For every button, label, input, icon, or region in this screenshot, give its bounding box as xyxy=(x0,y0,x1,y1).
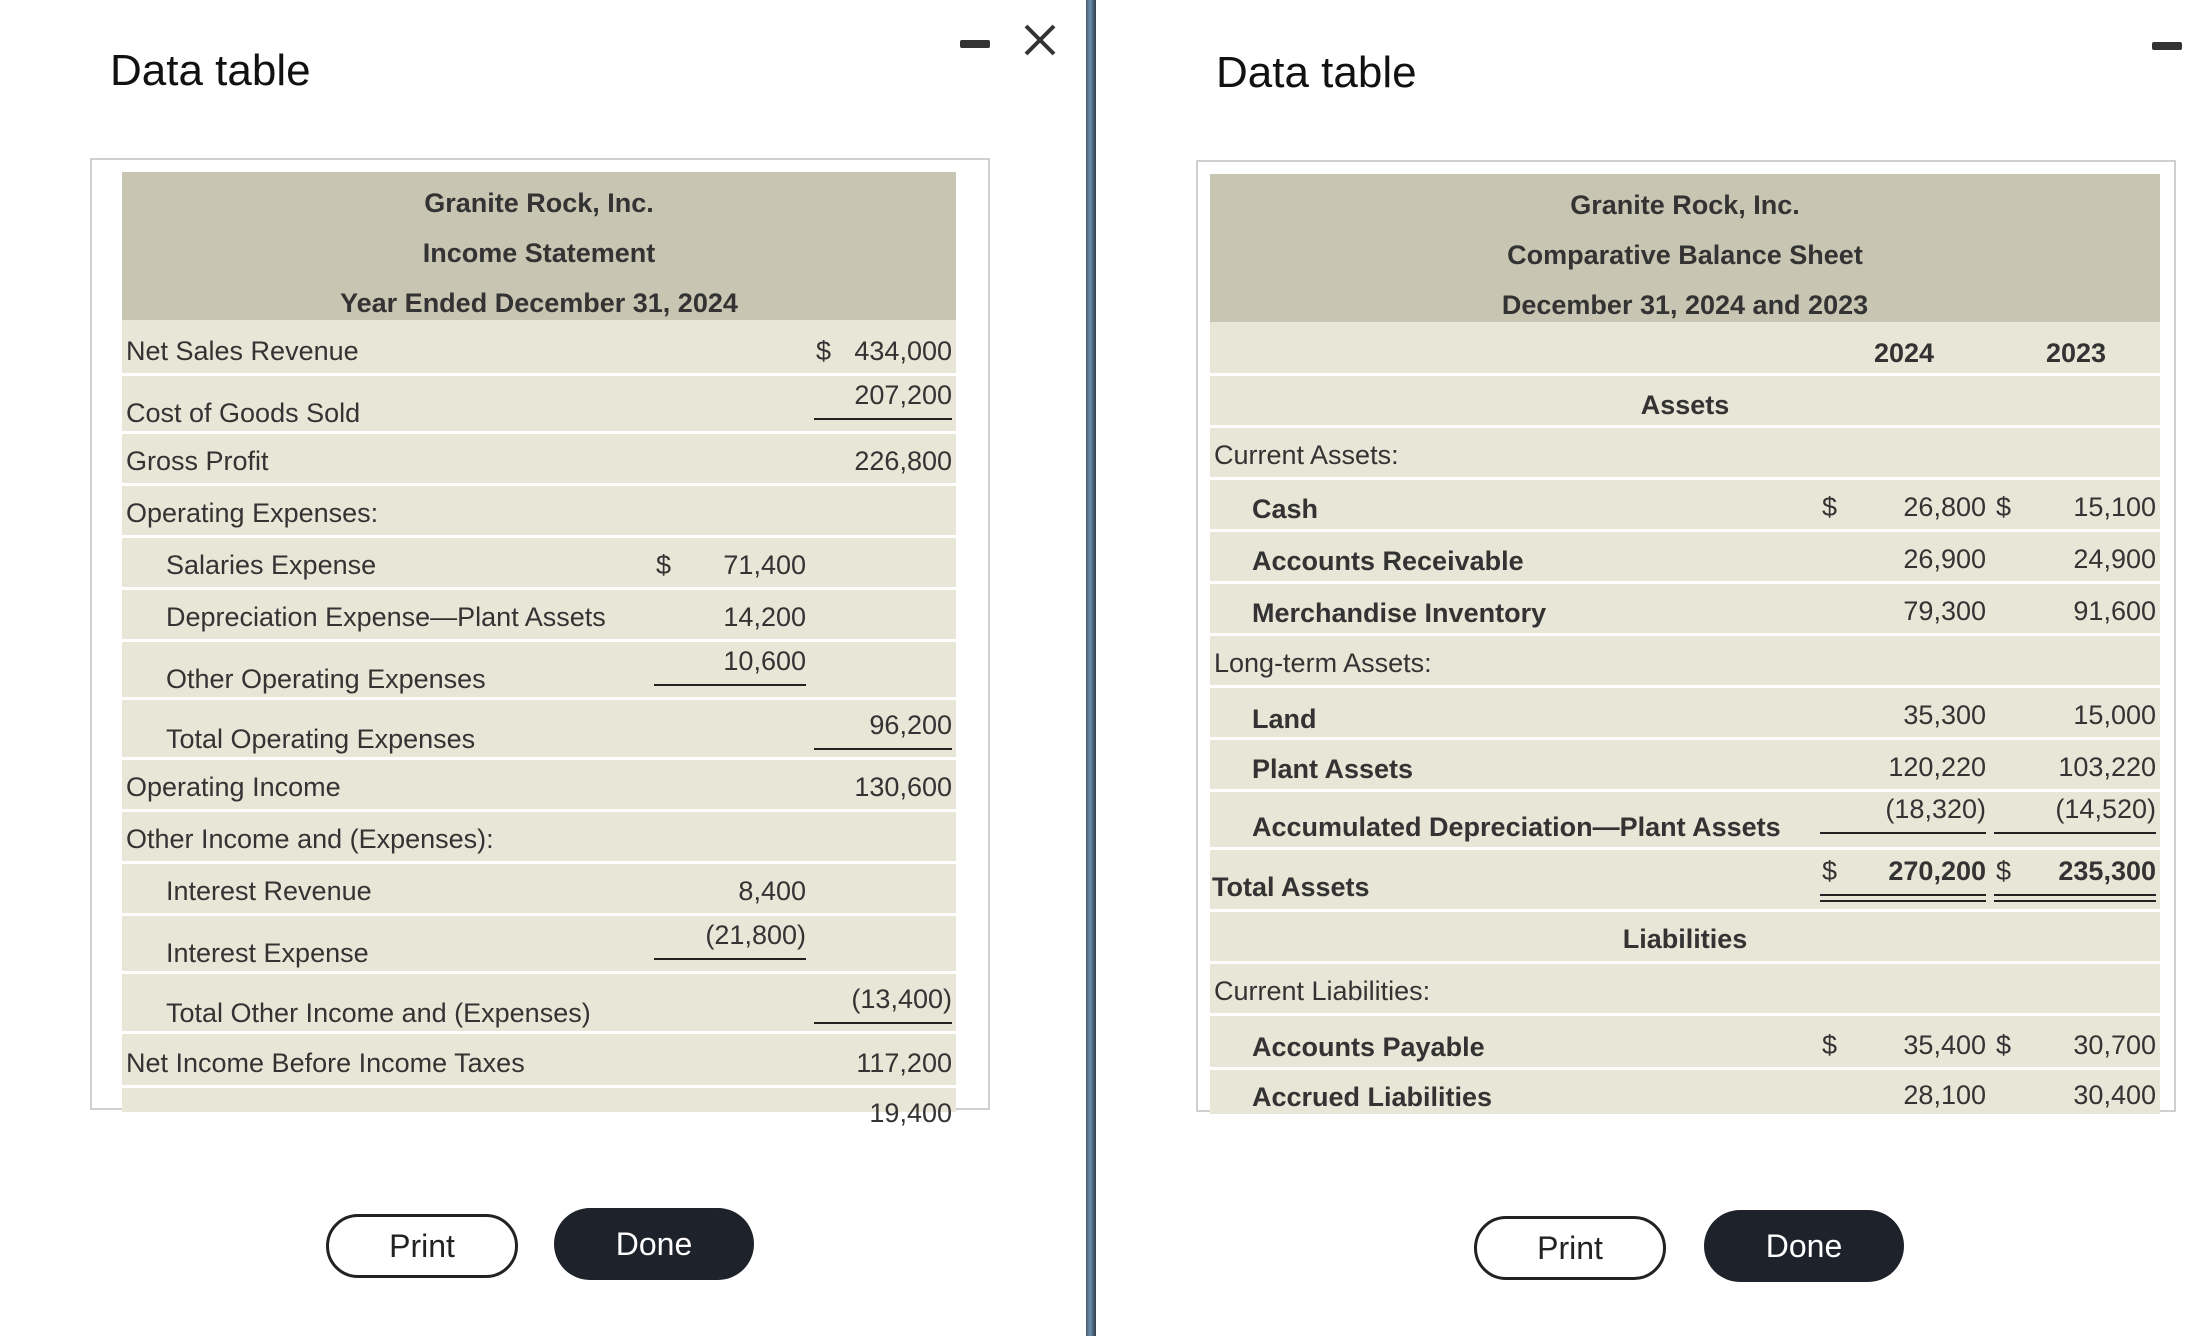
statement-name: Comparative Balance Sheet xyxy=(1507,240,1863,270)
row-label: Cash xyxy=(1252,494,1319,524)
table-row xyxy=(1210,964,2160,1016)
table-row xyxy=(1210,322,2160,376)
done-button[interactable]: Done xyxy=(1704,1210,1904,1282)
dollar-sign: $ xyxy=(1996,1030,2012,1060)
balance-sheet-table xyxy=(1210,174,2160,1114)
underline xyxy=(654,684,806,686)
row-label: Net Income Before Income Taxes xyxy=(126,1048,525,1078)
row-value: 14,200 xyxy=(723,602,806,632)
row-value-2024: 270,200 xyxy=(1888,856,1986,886)
table-row xyxy=(122,538,956,590)
row-label: Operating Income xyxy=(126,772,341,802)
row-value: 71,400 xyxy=(723,550,806,580)
row-label: Accounts Payable xyxy=(1252,1032,1485,1062)
statement-name: Income Statement xyxy=(422,238,656,268)
dollar-sign: $ xyxy=(656,550,672,580)
row-label: Current Liabilities: xyxy=(1214,976,1431,1006)
table-row xyxy=(1210,480,2160,532)
table-row xyxy=(1210,688,2160,740)
row-value-2024: 26,900 xyxy=(1903,544,1986,574)
dollar-sign: $ xyxy=(1822,856,1838,886)
row-label: Accumulated Depreciation—Plant Assets xyxy=(1252,812,1781,842)
close-icon[interactable] xyxy=(1020,20,1060,60)
row-label: Total Assets xyxy=(1212,872,1370,902)
row-value-2024: 35,300 xyxy=(1903,700,1986,730)
income-statement-table xyxy=(122,172,956,1128)
row-value-2023: 24,900 xyxy=(2073,544,2156,574)
row-value: 19,400 xyxy=(869,1098,952,1128)
row-label: Land xyxy=(1252,704,1317,734)
row-value-2023: 30,700 xyxy=(2073,1030,2156,1060)
row-value: 117,200 xyxy=(856,1048,952,1078)
row-value-2024: 28,100 xyxy=(1903,1080,1986,1110)
table-row xyxy=(1210,1070,2160,1120)
row-label: Gross Profit xyxy=(126,446,269,476)
row-value: 130,600 xyxy=(854,772,952,802)
row-value-2023: 91,600 xyxy=(2073,596,2156,626)
underline xyxy=(1820,832,1986,834)
company-name: Granite Rock, Inc. xyxy=(424,188,654,218)
table-header xyxy=(122,172,956,320)
row-label: Accounts Receivable xyxy=(1252,546,1524,576)
table-row xyxy=(122,642,956,700)
row-value-2024: 120,220 xyxy=(1888,752,1986,782)
section-heading-assets: Assets xyxy=(1640,390,1730,420)
table-row xyxy=(122,486,956,538)
minimize-icon[interactable] xyxy=(960,40,990,48)
underline xyxy=(1994,832,2156,834)
table-frame xyxy=(90,158,990,1128)
row-label: Long-term Assets: xyxy=(1214,648,1432,678)
table-row xyxy=(1210,792,2160,850)
double-underline xyxy=(1820,894,1986,896)
table-frame xyxy=(1196,160,2176,1112)
dialog-title: Data table xyxy=(1216,48,1417,97)
underline xyxy=(814,418,952,420)
row-value-2023: 15,000 xyxy=(2073,700,2156,730)
table-row xyxy=(1210,850,2160,912)
underline xyxy=(654,958,806,960)
row-label: Interest Expense xyxy=(166,938,369,968)
row-value: 434,000 xyxy=(854,336,952,366)
table-row xyxy=(122,1034,956,1088)
double-underline xyxy=(1820,900,1986,902)
row-value-2023: 103,220 xyxy=(2058,752,2156,782)
row-label: Interest Revenue xyxy=(166,876,372,906)
section-heading-liabilities: Liabilities xyxy=(1622,924,1748,954)
row-value-2023: (14,520) xyxy=(2055,794,2156,824)
row-value: 226,800 xyxy=(854,446,952,476)
row-value: (21,800) xyxy=(705,920,806,950)
row-value: 8,400 xyxy=(738,876,806,906)
underline xyxy=(814,748,952,750)
table-row xyxy=(122,376,956,434)
done-button[interactable]: Done xyxy=(554,1208,754,1280)
row-value-2023: 235,300 xyxy=(2058,856,2156,886)
minimize-icon[interactable] xyxy=(2152,42,2182,50)
table-header xyxy=(1210,174,2160,322)
table-row xyxy=(1210,428,2160,480)
row-label: Plant Assets xyxy=(1252,754,1414,784)
row-label: Cost of Goods Sold xyxy=(126,398,361,428)
table-row xyxy=(122,320,956,376)
row-value-2023: 30,400 xyxy=(2073,1080,2156,1110)
table-row xyxy=(122,590,956,642)
table-row xyxy=(1210,532,2160,584)
row-value-2024: (18,320) xyxy=(1885,794,1986,824)
table-row xyxy=(1210,912,2160,964)
dollar-sign: $ xyxy=(1996,856,2012,886)
double-underline xyxy=(1994,894,2156,896)
row-value-2024: 35,400 xyxy=(1903,1030,1986,1060)
row-value-2023: 15,100 xyxy=(2073,492,2156,522)
statement-period: Year Ended December 31, 2024 xyxy=(340,288,738,318)
dialog-title: Data table xyxy=(110,46,311,95)
row-label: Accrued Liabilities xyxy=(1252,1082,1493,1112)
double-underline xyxy=(1994,900,2156,902)
dollar-sign: $ xyxy=(1996,492,2012,522)
table-row xyxy=(1210,584,2160,636)
row-label: Total Other Income and (Expenses) xyxy=(166,998,591,1028)
table-row xyxy=(1210,376,2160,428)
dollar-sign: $ xyxy=(816,336,832,366)
table-row xyxy=(122,700,956,760)
table-row xyxy=(122,864,956,916)
row-value: (13,400) xyxy=(851,984,952,1014)
dollar-sign: $ xyxy=(1822,492,1838,522)
column-header-2023: 2023 xyxy=(2046,338,2107,368)
table-row xyxy=(122,916,956,974)
company-name: Granite Rock, Inc. xyxy=(1570,190,1800,220)
table-row xyxy=(122,760,956,812)
table-row xyxy=(122,1088,956,1128)
table-row xyxy=(122,434,956,486)
table-row xyxy=(1210,740,2160,792)
table-row xyxy=(122,974,956,1034)
row-label: Depreciation Expense—Plant Assets xyxy=(166,602,606,632)
row-value-2024: 79,300 xyxy=(1903,596,1986,626)
print-button[interactable]: Print xyxy=(326,1214,518,1278)
underline xyxy=(814,1022,952,1024)
statement-period: December 31, 2024 and 2023 xyxy=(1501,290,1869,320)
row-value: 10,600 xyxy=(723,646,806,676)
table-row xyxy=(1210,636,2160,688)
row-value-2024: 26,800 xyxy=(1903,492,1986,522)
row-label: Net Sales Revenue xyxy=(126,336,359,366)
income-statement-dialog xyxy=(0,0,1086,1336)
row-label: Total Operating Expenses xyxy=(166,724,476,754)
table-row xyxy=(122,812,956,864)
row-label: Other Income and (Expenses): xyxy=(126,824,494,854)
panel-divider xyxy=(1086,0,1096,1336)
row-label: Current Assets: xyxy=(1214,440,1399,470)
row-label: Merchandise Inventory xyxy=(1252,598,1547,628)
row-label: Operating Expenses: xyxy=(126,498,379,528)
dollar-sign: $ xyxy=(1822,1030,1838,1060)
column-header-2024: 2024 xyxy=(1874,338,1935,368)
row-value: 96,200 xyxy=(869,710,952,740)
table-row xyxy=(1210,1016,2160,1070)
row-value: 207,200 xyxy=(854,380,952,410)
balance-sheet-dialog xyxy=(1096,0,2204,1336)
print-button[interactable]: Print xyxy=(1474,1216,1666,1280)
row-label: Salaries Expense xyxy=(166,550,377,580)
row-label: Other Operating Expenses xyxy=(166,664,486,694)
